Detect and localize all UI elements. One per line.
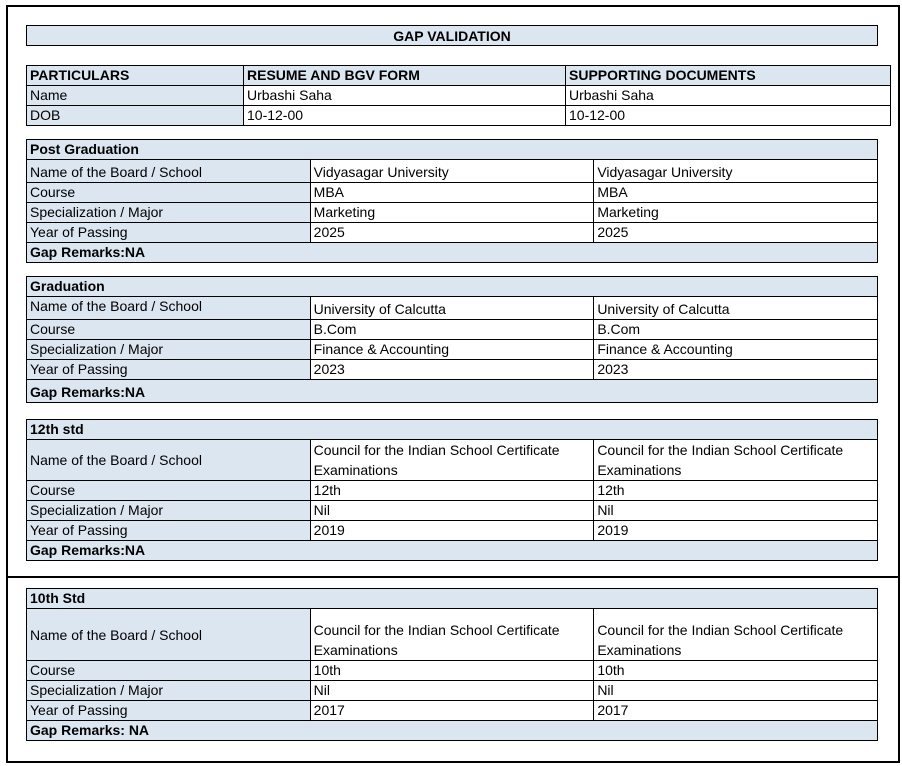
supporting-value: 2025 — [594, 223, 878, 243]
supporting-value: 12th — [594, 481, 878, 501]
row-label: Specialization / Major — [27, 203, 311, 223]
supporting-value: Council for the Indian School Certificate Examinations — [594, 440, 878, 481]
resume-value: Finance & Accounting — [310, 340, 594, 360]
section-title-row — [27, 277, 878, 297]
resume-value: 2019 — [310, 521, 594, 541]
row-label: Year of Passing — [27, 223, 311, 243]
table-row — [27, 297, 878, 320]
table-row — [27, 440, 878, 481]
supporting-value: Finance & Accounting — [594, 340, 878, 360]
resume-value: Urbashi Saha — [244, 86, 566, 106]
table-row — [27, 86, 891, 106]
resume-value: 10-12-00 — [244, 106, 566, 126]
page-divider — [6, 576, 900, 578]
supporting-value: 10th — [594, 661, 878, 681]
resume-value: B.Com — [310, 320, 594, 340]
section-title: Graduation — [27, 277, 878, 297]
supporting-value: B.Com — [594, 320, 878, 340]
resume-value: 12th — [310, 481, 594, 501]
page-title: GAP VALIDATION — [26, 25, 878, 46]
resume-value: Council for the Indian School Certificate Examinations — [310, 609, 594, 661]
table-row — [27, 701, 878, 721]
row-label: Year of Passing — [27, 521, 311, 541]
section-12th-std — [26, 419, 878, 561]
section-title-row — [27, 140, 878, 160]
supporting-value: MBA — [594, 183, 878, 203]
supporting-value: Nil — [594, 681, 878, 701]
row-label: Course — [27, 481, 311, 501]
resume-value: 2023 — [310, 360, 594, 380]
row-label: DOB — [27, 106, 244, 126]
header-row — [27, 66, 891, 86]
section-title: 10th Std — [27, 589, 878, 609]
supporting-value: 2023 — [594, 360, 878, 380]
supporting-value: 10-12-00 — [566, 106, 891, 126]
row-label: Year of Passing — [27, 701, 311, 721]
table-row — [27, 661, 878, 681]
supporting-value: Urbashi Saha — [566, 86, 891, 106]
table-row — [27, 160, 878, 183]
table-row — [27, 203, 878, 223]
table-row — [27, 360, 878, 380]
table-row — [27, 521, 878, 541]
resume-value: Nil — [310, 501, 594, 521]
supporting-value: 2019 — [594, 521, 878, 541]
table-row — [27, 609, 878, 661]
resume-value: MBA — [310, 183, 594, 203]
header-resume: RESUME AND BGV FORM — [244, 66, 566, 86]
gap-remarks-row — [27, 721, 878, 741]
table-row — [27, 501, 878, 521]
section-title: Post Graduation — [27, 140, 878, 160]
table-row — [27, 223, 878, 243]
row-label: Year of Passing — [27, 360, 311, 380]
header-particulars: PARTICULARS — [27, 66, 244, 86]
section-title-row — [27, 420, 878, 440]
supporting-value: Vidyasagar University — [594, 160, 878, 183]
row-label: Course — [27, 183, 311, 203]
row-label: Course — [27, 661, 311, 681]
supporting-value: 2017 — [594, 701, 878, 721]
supporting-value: University of Calcutta — [594, 297, 878, 320]
personal-table — [26, 65, 891, 126]
table-row — [27, 106, 891, 126]
section-graduation — [26, 276, 878, 403]
table-row — [27, 340, 878, 360]
gap-remarks-row — [27, 243, 878, 263]
resume-value: 10th — [310, 661, 594, 681]
section-title: 12th std — [27, 420, 878, 440]
header-supporting: SUPPORTING DOCUMENTS — [566, 66, 891, 86]
gap-remarks-row — [27, 541, 878, 561]
supporting-value: Marketing — [594, 203, 878, 223]
row-label: Name of the Board / School — [27, 609, 311, 661]
resume-value: Vidyasagar University — [310, 160, 594, 183]
row-label: Name of the Board / School — [27, 440, 311, 481]
row-label: Specialization / Major — [27, 501, 311, 521]
resume-value: 2017 — [310, 701, 594, 721]
resume-value: 2025 — [310, 223, 594, 243]
resume-value: Nil — [310, 681, 594, 701]
supporting-value: Council for the Indian School Certificate Examinations — [594, 609, 878, 661]
table-row — [27, 320, 878, 340]
resume-value: Marketing — [310, 203, 594, 223]
resume-value: University of Calcutta — [310, 297, 594, 320]
row-label: Name of the Board / School — [27, 297, 311, 320]
table-row — [27, 481, 878, 501]
row-label: Specialization / Major — [27, 681, 311, 701]
section-title-row — [27, 589, 878, 609]
gap-remarks: Gap Remarks: NA — [27, 721, 878, 741]
table-row — [27, 183, 878, 203]
section-post-graduation — [26, 139, 878, 263]
gap-remarks-row — [27, 380, 878, 403]
gap-remarks: Gap Remarks:NA — [27, 541, 878, 561]
resume-value: Council for the Indian School Certificate Examinations — [310, 440, 594, 481]
row-label: Course — [27, 320, 311, 340]
table-row — [27, 681, 878, 701]
section-10th-std — [26, 588, 878, 741]
gap-remarks: Gap Remarks:NA — [27, 243, 878, 263]
gap-remarks: Gap Remarks:NA — [27, 380, 878, 403]
row-label: Name of the Board / School — [27, 160, 311, 183]
row-label: Name — [27, 86, 244, 106]
supporting-value: Nil — [594, 501, 878, 521]
row-label: Specialization / Major — [27, 340, 311, 360]
